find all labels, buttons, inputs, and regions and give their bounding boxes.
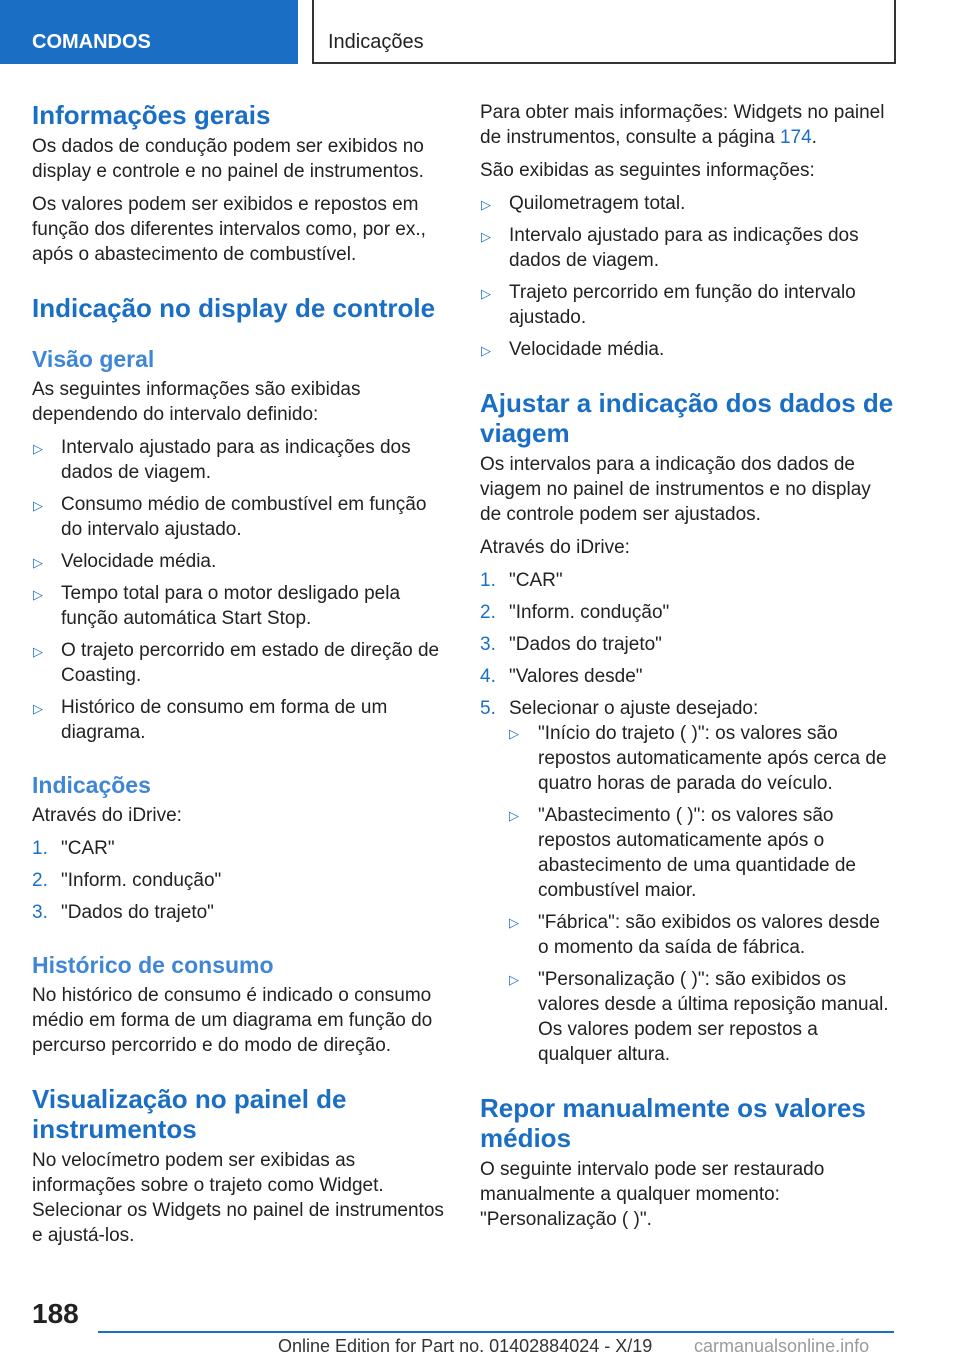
bullet-list — [480, 191, 894, 362]
heading-repor: Repor manualmente os valores médios — [480, 1093, 866, 1153]
list-item: ▷ Intervalo ajustado para as indicações dos dados de viagem. — [33, 437, 411, 483]
list-item: 2. "Inform. condução" — [32, 870, 222, 891]
paragraph: Os dados de condução podem ser exibidos no display e controle e no painel de instrumentos. — [32, 136, 424, 182]
numbered-list — [480, 568, 894, 1067]
list-item: ▷ Histórico de consumo em forma de um diagrama. — [33, 697, 388, 743]
triangle-bullet-icon: ▷ — [33, 555, 43, 570]
list-item: 1. "CAR" — [480, 570, 563, 591]
section-tab — [0, 0, 298, 64]
triangle-bullet-icon: ▷ — [509, 808, 519, 823]
left-column — [32, 100, 446, 1256]
heading-indicacoes: Indicações — [32, 772, 151, 798]
list-item: ▷ Consumo médio de combustível em função do intervalo ajustado. — [33, 494, 427, 540]
triangle-bullet-icon: ▷ — [481, 343, 491, 358]
triangle-bullet-icon: ▷ — [481, 286, 491, 301]
list-item: 2. "Inform. condução" — [480, 602, 670, 623]
heading-visao-geral: Visão geral — [32, 346, 155, 372]
list-item: 4. "Valores desde" — [480, 666, 643, 687]
triangle-bullet-icon: ▷ — [33, 644, 43, 659]
watermark: carmanualsonline.info — [694, 1336, 870, 1356]
list-item: ▷ "Início do trajeto ( )": os valores são repostos automaticamente após cerca de quatro horas de parada do veículo. — [509, 723, 887, 794]
paragraph: No histórico de consumo é indicado o consumo médio em forma de um diagrama em função do percurso percorrido e do modo de direção. — [32, 985, 433, 1056]
right-column — [480, 100, 894, 1240]
paragraph: Através do iDrive: — [480, 537, 630, 558]
list-item: ▷ Trajeto percorrido em função do intervalo ajustado. — [481, 282, 856, 328]
triangle-bullet-icon: ▷ — [33, 587, 43, 602]
list-item: ▷ Velocidade média. — [480, 337, 894, 362]
list-item: 3. "Dados do trajeto" — [480, 634, 662, 655]
list-item: 5. Selecionar o ajuste desejado: ▷ "Início do trajeto ( )": os valores são repostos automaticamente após cerca de quatro horas de parada do veículo. ▷ "Abastecimento ( )": os valores são repostos automaticamente após o abastecimento de uma quantidade de combustível maior. ▷ "Fábrica": são exibidos os valores desde o momento da saída de fábrica. ▷ "Personalização ( )": são exibidos os valores desde a última reposição manual. Os valores podem ser repostos a qualquer altura. — [480, 696, 894, 1067]
list-item: ▷ Quilometragem total. — [480, 191, 894, 216]
paragraph: As seguintes informações são exibidas dependendo do intervalo definido: — [32, 379, 361, 425]
paragraph: No velocímetro podem ser exibidas as informações sobre o trajeto como Widget. Selecionar os Widgets no painel de instrumentos e ajustá-los. — [32, 1150, 444, 1246]
page-reference-link[interactable]: 174 — [779, 127, 812, 148]
paragraph: O seguinte intervalo pode ser restaurado manualmente a qualquer momento: "Personalização ( )". — [480, 1159, 825, 1230]
list-item: ▷ "Personalização ( )": são exibidos os valores desde a última reposição manual. Os valores podem ser repostos a qualquer altura. — [509, 969, 889, 1065]
bullet-list — [32, 435, 446, 745]
list-item: 3. "Dados do trajeto" — [32, 902, 214, 923]
triangle-bullet-icon: ▷ — [33, 701, 43, 716]
triangle-bullet-icon: ▷ — [33, 498, 43, 513]
triangle-bullet-icon: ▷ — [509, 726, 519, 741]
paragraph: São exibidas as seguintes informações: — [480, 160, 815, 181]
chapter-title: Indicações — [328, 31, 424, 53]
numbered-list — [32, 836, 446, 925]
triangle-bullet-icon: ▷ — [481, 197, 491, 212]
triangle-bullet-icon: ▷ — [509, 972, 519, 987]
triangle-bullet-icon: ▷ — [509, 915, 519, 930]
chapter-tab — [312, 0, 896, 64]
heading-historico-consumo: Histórico de consumo — [32, 952, 274, 978]
list-item: ▷ O trajeto percorrido em estado de direção de Coasting. — [33, 640, 440, 686]
list-item: ▷ "Abastecimento ( )": os valores são repostos automaticamente após o abastecimento de uma quantidade de combustível maior. — [509, 805, 856, 901]
triangle-bullet-icon: ▷ — [33, 441, 43, 456]
page-number: 188 — [32, 1298, 79, 1329]
paragraph: Para obter mais informações: Widgets no painel de instrumentos, consulte a página 174. — [480, 102, 885, 148]
section-title: COMANDOS — [32, 31, 151, 53]
triangle-bullet-icon: ▷ — [481, 229, 491, 244]
list-item: ▷ Intervalo ajustado para as indicações dos dados de viagem. — [481, 225, 859, 271]
paragraph: Os intervalos para a indicação dos dados de viagem no painel de instrumentos e no display de controle podem ser ajustados. — [480, 454, 871, 525]
heading-info-gerais: Informações gerais — [32, 100, 271, 130]
paragraph: Os valores podem ser exibidos e repostos em função dos diferentes intervalos como, por ex., após o abastecimento de combustível. — [32, 194, 426, 265]
list-item: ▷ Tempo total para o motor desligado pela função automática Start Stop. — [33, 583, 401, 629]
paragraph: Através do iDrive: — [32, 805, 182, 826]
list-item: ▷ "Fábrica": são exibidos os valores desde o momento da saída de fábrica. — [509, 912, 880, 958]
heading-display-controle: Indicação no display de controle — [32, 293, 436, 323]
footer-divider — [98, 1331, 894, 1333]
list-item: ▷ Velocidade média. — [32, 549, 446, 574]
sub-bullet-list — [509, 721, 894, 1067]
heading-ajustar: Ajustar a indicação dos dados de viagem — [480, 388, 894, 448]
heading-painel-instrumentos: Visualização no painel de instrumentos — [32, 1084, 347, 1144]
list-item: 1. "CAR" — [32, 838, 115, 859]
edition-text: Online Edition for Part no. 01402884024 - X/19 — [278, 1336, 653, 1356]
